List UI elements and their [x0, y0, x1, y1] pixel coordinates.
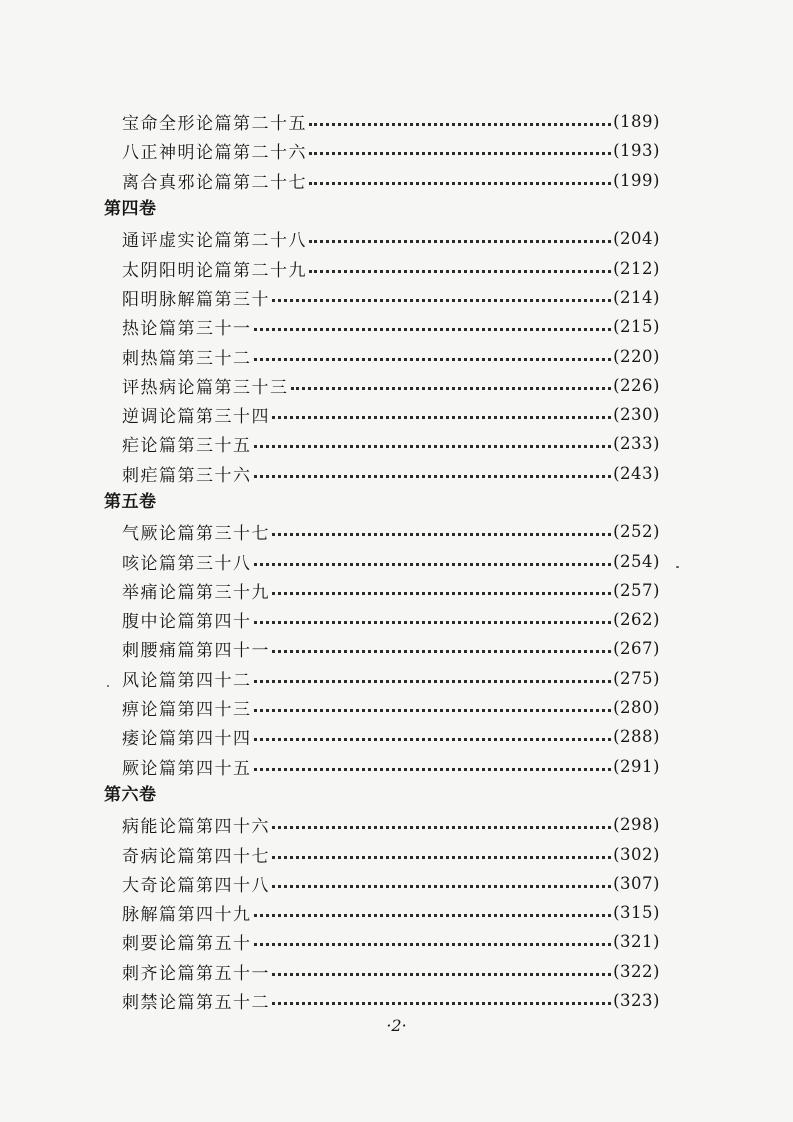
toc-entry	[122, 312, 660, 341]
chapter-title: 评热病论篇第三十三	[122, 377, 289, 398]
toc-entry	[122, 136, 660, 165]
page-reference: (307)	[613, 873, 660, 893]
chapter-title: 厥论篇第四十五	[122, 758, 252, 779]
dot-leader	[309, 270, 611, 273]
scan-speck	[107, 685, 109, 687]
toc-entry	[122, 107, 660, 136]
toc-entry	[122, 166, 660, 195]
page-reference: (220)	[613, 346, 660, 366]
page-reference: (298)	[613, 815, 660, 835]
chapter-title: 疟论篇第三十五	[122, 436, 252, 457]
chapter-title: 气厥论篇第三十七	[122, 524, 270, 545]
page-reference: (193)	[613, 141, 660, 161]
page-reference: (321)	[613, 932, 660, 952]
chapter-title: 风论篇第四十二	[122, 670, 252, 691]
toc-entry	[122, 429, 660, 458]
chapter-title: 刺热篇第三十二	[122, 348, 252, 369]
volume-heading: 第四卷	[104, 198, 157, 219]
page-reference: (267)	[613, 639, 660, 659]
toc-entry	[122, 957, 660, 986]
toc-entry	[122, 224, 660, 253]
chapter-title: 大奇论篇第四十八	[122, 875, 270, 896]
chapter-title: 阳明脉解篇第三十	[122, 289, 270, 310]
dot-leader	[254, 914, 612, 917]
toc-entry	[122, 459, 660, 488]
dot-leader	[254, 709, 612, 712]
toc-entry	[122, 927, 660, 956]
dot-leader	[254, 943, 612, 946]
dot-leader	[254, 475, 612, 478]
toc-entry	[122, 986, 660, 1015]
toc-entry	[122, 517, 660, 546]
toc-entry	[122, 605, 660, 634]
page-reference: (323)	[613, 991, 660, 1011]
chapter-title: 咳论篇第三十八	[122, 553, 252, 574]
dot-leader	[272, 856, 611, 859]
chapter-title: 八正神明论篇第二十六	[122, 143, 307, 164]
dot-leader	[254, 358, 612, 361]
toc-entry	[122, 341, 660, 370]
page-reference: (291)	[613, 756, 660, 776]
volume-heading: 第五卷	[104, 491, 157, 512]
chapter-title: 奇病论篇第四十七	[122, 846, 270, 867]
page-reference: (189)	[613, 112, 660, 132]
dot-leader	[254, 738, 612, 741]
dot-leader	[272, 650, 611, 653]
dot-leader	[272, 416, 611, 419]
dot-leader	[272, 1002, 611, 1005]
chapter-title: 刺要论篇第五十	[122, 934, 252, 955]
toc-entry	[122, 546, 660, 575]
scan-speck	[676, 566, 679, 568]
chapter-title: 病能论篇第四十六	[122, 817, 270, 838]
chapter-title: 痿论篇第四十四	[122, 729, 252, 750]
dot-leader	[309, 182, 611, 185]
chapter-title: 刺疟篇第三十六	[122, 465, 252, 486]
chapter-title: 逆调论篇第三十四	[122, 407, 270, 428]
dot-leader	[272, 973, 611, 976]
toc-entry	[122, 400, 660, 429]
page-reference: (280)	[613, 698, 660, 718]
page-reference: (252)	[613, 522, 660, 542]
page-reference: (322)	[613, 961, 660, 981]
page-reference: (275)	[613, 668, 660, 688]
page-reference: (243)	[613, 463, 660, 483]
page-reference: (215)	[613, 317, 660, 337]
dot-leader	[272, 533, 611, 536]
toc-entry	[122, 752, 660, 781]
table-of-contents	[0, 107, 793, 1015]
toc-entry	[122, 634, 660, 663]
chapter-title: 离合真邪论篇第二十七	[122, 172, 307, 193]
chapter-title: 刺腰痛篇第四十一	[122, 641, 270, 662]
dot-leader	[291, 387, 612, 390]
page-number: ·2·	[386, 1016, 407, 1035]
page-reference: (204)	[613, 229, 660, 249]
dot-leader	[309, 152, 611, 155]
page-reference: (233)	[613, 434, 660, 454]
toc-entry	[122, 371, 660, 400]
chapter-title: 通评虚实论篇第二十八	[122, 231, 307, 252]
dot-leader	[254, 680, 612, 683]
toc-entry	[122, 283, 660, 312]
chapter-title: 刺禁论篇第五十二	[122, 993, 270, 1014]
toc-entry	[122, 839, 660, 868]
toc-entry	[122, 253, 660, 282]
toc-entry	[122, 810, 660, 839]
page-reference: (226)	[613, 375, 660, 395]
page-reference: (302)	[613, 844, 660, 864]
dot-leader	[272, 885, 611, 888]
dot-leader	[309, 123, 611, 126]
dot-leader	[272, 826, 611, 829]
page-reference: (288)	[613, 727, 660, 747]
chapter-title: 腹中论篇第四十	[122, 612, 252, 633]
toc-entry	[122, 664, 660, 693]
toc-entry	[122, 869, 660, 898]
toc-entry	[122, 898, 660, 927]
chapter-title: 举痛论篇第三十九	[122, 582, 270, 603]
toc-entry	[122, 576, 660, 605]
page-reference: (230)	[613, 405, 660, 425]
chapter-title: 热论篇第三十一	[122, 319, 252, 340]
page-reference: (212)	[613, 258, 660, 278]
volume-heading: 第六卷	[104, 784, 157, 805]
dot-leader	[254, 768, 612, 771]
dot-leader	[254, 445, 612, 448]
page-reference: (214)	[613, 287, 660, 307]
page-reference: (262)	[613, 610, 660, 630]
chapter-title: 宝命全形论篇第二十五	[122, 114, 307, 135]
chapter-title: 痹论篇第四十三	[122, 700, 252, 721]
page-reference: (257)	[613, 580, 660, 600]
dot-leader	[272, 299, 611, 302]
dot-leader	[254, 563, 612, 566]
chapter-title: 刺齐论篇第五十一	[122, 963, 270, 984]
dot-leader	[272, 592, 611, 595]
toc-entry	[122, 722, 660, 751]
toc-entry	[122, 693, 660, 722]
page-reference: (199)	[613, 170, 660, 190]
chapter-title: 脉解篇第四十九	[122, 905, 252, 926]
dot-leader	[254, 328, 612, 331]
dot-leader	[254, 621, 612, 624]
dot-leader	[309, 240, 611, 243]
page-reference: (254)	[613, 551, 660, 571]
chapter-title: 太阴阳明论篇第二十九	[122, 260, 307, 281]
page-reference: (315)	[613, 903, 660, 923]
